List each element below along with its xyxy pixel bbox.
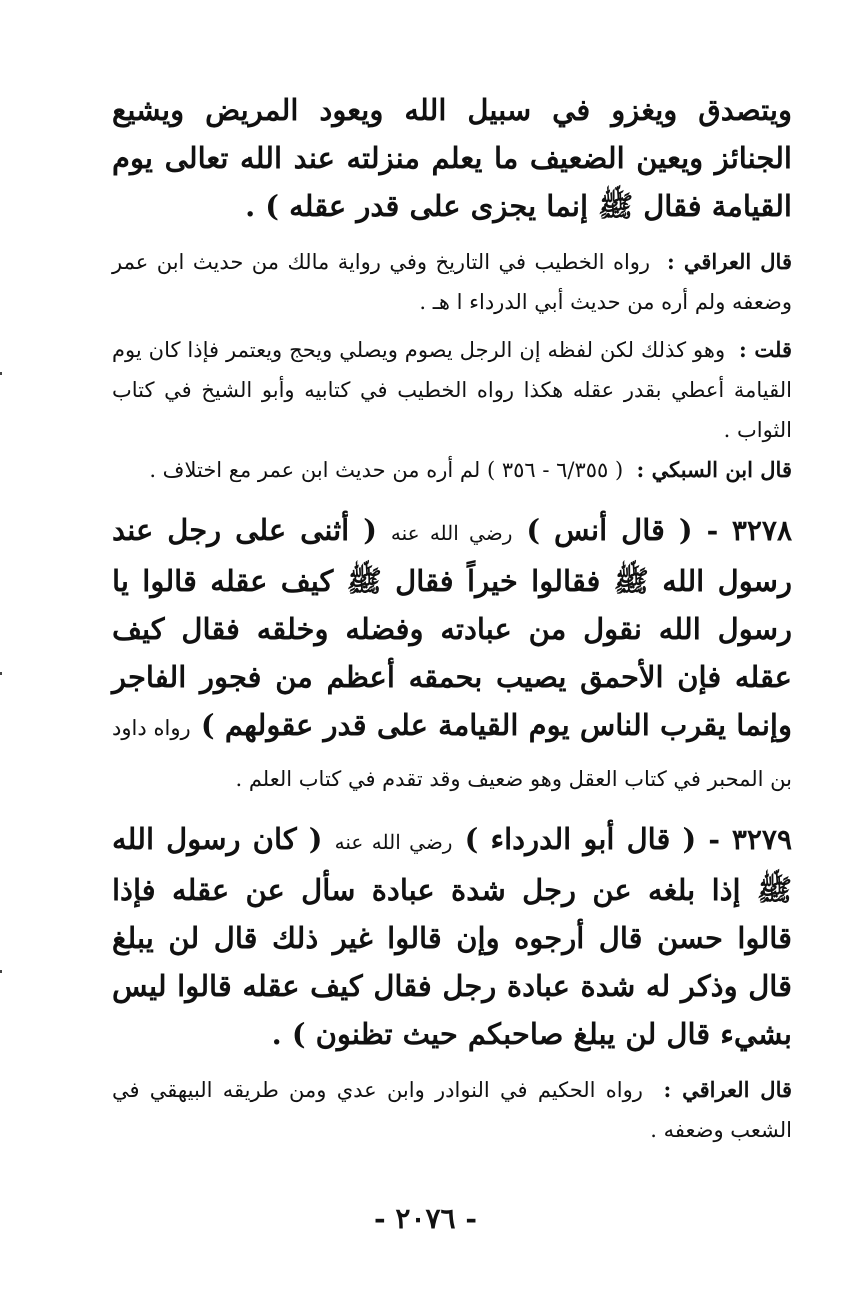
hadith-narrator: ( قال أبو الدرداء ) [464, 822, 697, 856]
note-text: ( ٦/٣٥٥ - ٣٥٦ ) لم أره من حديث ابن عمر مع اختلاف . [149, 458, 624, 482]
scan-edge-mark [0, 970, 2, 973]
page-body [112, 86, 792, 1150]
note-text: رواه الخطيب في التاريخ وفي رواية مالك من حديث ابن عمر وضعفه ولم أره من حديث أبي الدرداء ا هـ . [112, 250, 792, 314]
note-text: رواه الحكيم في النوادر وابن عدي ومن طريقه البيهقي في الشعب وضعفه . [112, 1078, 792, 1142]
note-lead: قلت : [739, 337, 792, 362]
hadith-source: رواه داود بن المحبر في كتاب العقل وهو ضعيف وقد تقدم في كتاب العلم . [112, 716, 792, 791]
page-number: - ٢٠٧٦ - [374, 1202, 477, 1235]
note-lead: قال العراقي : [663, 1077, 793, 1102]
hadith-number: ٣٢٧٩ - [708, 823, 792, 856]
note-qultu [112, 330, 792, 450]
hadith-honorific: رضي الله عنه [390, 521, 513, 545]
hadith-continuation: ويتصدق ويغزو في سبيل الله ويعود المريض ويشيع الجنائز ويعين الضعيف ما يعلم منزلته عند الله تعالى يوم القيامة فقال ﷺ إنما يجزى على قدر عقله ) . [112, 93, 792, 223]
hadith-3278 [112, 506, 792, 803]
note-subki [112, 450, 792, 490]
hadith-number: ٣٢٧٨ - [706, 514, 792, 547]
note-lead: قال ابن السبكي : [636, 457, 792, 482]
note-text: وهو كذلك لكن لفظه إن الرجل يصوم ويصلي ويحج ويعتمر فإذا كان يوم القيامة أعطي بقدر عقله هكذا رواه الخطيب في كتابيه وأبو الشيخ في كتاب الثواب . [112, 338, 792, 442]
scan-edge-mark [0, 372, 2, 375]
note-lead: قال العراقي : [667, 249, 792, 274]
note-iraqi-1 [112, 242, 792, 322]
hadith-narrator: ( قال أنس ) [526, 513, 693, 547]
hadith-3279 [112, 815, 792, 1058]
hadith-text: ( أثنى على رجل عند رسول الله ﷺ فقالوا خيراً فقال ﷺ كيف عقله قالوا يا رسول الله نقول من عبادته وفضله وخلقه فقال كيف عقله فإن الأحمق يصيب بحمقه أعظم من فجور الفاجر وإنما يقرب الناس يوم القيامة على قدر عقولهم ) [112, 513, 792, 742]
hadith-honorific: رضي الله عنه [334, 830, 453, 854]
scan-edge-mark [0, 672, 2, 675]
note-iraqi-2 [112, 1070, 792, 1150]
hadith-text: ( كان رسول الله ﷺ إذا بلغه عن رجل شدة عبادة سأل عن عقله فإذا قالوا حسن قال أرجوه وإن قالوا غير ذلك قال لن يبلغ قال وذكر له شدة عبادة رجل فقال كيف عقله قالوا ليس بشيء قال لن يبلغ صاحبكم حيث تظنون ) . [112, 822, 792, 1051]
